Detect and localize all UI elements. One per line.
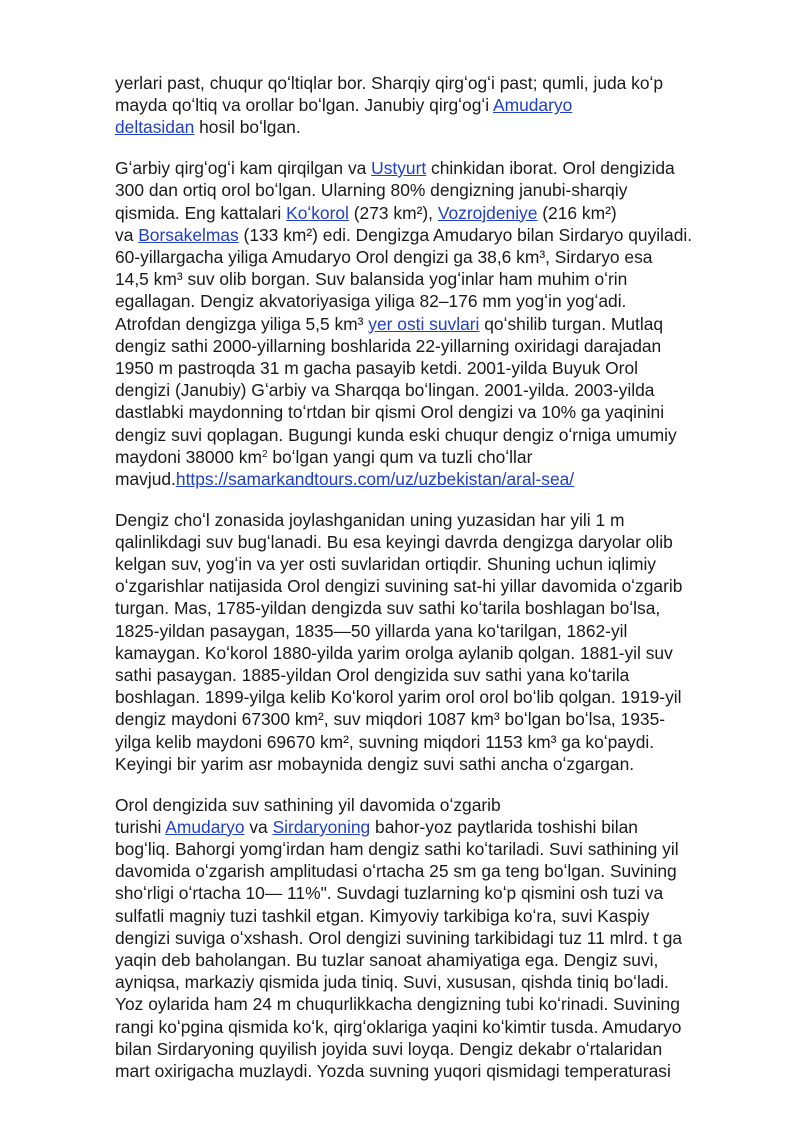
text-line — [115, 620, 745, 642]
text-run: va — [115, 224, 139, 245]
text-run: dengizi suviga oʻxshash. Orol dengizi suvining tarkibidagi tuz 11 mlrd. t ga — [115, 927, 683, 948]
hyperlink[interactable]: Amudaryo — [165, 816, 245, 837]
text-run: qalinlikdagi suv bugʻlanadi. Bu esa keyingi davrda dengizga daryolar olib — [115, 531, 673, 552]
text-run: bogʻliq. Bahorgi yomgʻirdan ham dengiz sathi koʻtariladi. Suvi sathining yil — [115, 839, 679, 859]
text-line — [115, 424, 745, 446]
text-run: dengiz maydoni 67300 km², suv miqdori 1087 km³ boʻlgan boʻlsa, 1935- — [115, 709, 666, 730]
text-run: mart oxirigacha muzlaydi. Yozda suvning yuqori qismidagi temperaturasi — [115, 1061, 671, 1082]
text-line — [115, 949, 745, 971]
text-run: 300 dan ortiq orol boʻlgan. Ularning 80% dengizning janubi-sharqiy — [115, 180, 628, 201]
text-run: dastlabki maydonning toʻrtdan bir qismi Orol dengizi va 10% ga yaqinini — [115, 402, 665, 423]
text-line — [115, 708, 745, 730]
text-line — [115, 686, 745, 708]
hyperlink[interactable]: Borsakelmas — [138, 224, 239, 245]
text-line — [115, 313, 745, 335]
text-line — [115, 468, 745, 490]
text-line — [115, 72, 745, 94]
text-run: sathi pasaygan. 1885-yildan Orol dengizida suv sathi yana koʻtarila — [115, 665, 630, 686]
text-line — [115, 1016, 745, 1038]
text-run: davomida oʻzgarish amplitudasi oʻrtacha 25 sm ga teng boʻlgan. Suvining — [115, 861, 677, 882]
text-run: maydoni 38000 km — [115, 446, 262, 467]
text-line — [115, 357, 745, 379]
text-run: chinkidan iborat. Orol dengizida — [426, 158, 675, 179]
text-run: mavjud. — [115, 468, 176, 489]
text-run: oʻzgarishlar natijasida Orol dengizi suvining sat-hi yillar davomida oʻzgarib — [115, 576, 683, 597]
text-run: turgan. Mas, 1785-yildan dengizda suv sathi koʻtarila boshlagan boʻlsa, — [115, 598, 661, 619]
text-line — [115, 860, 745, 882]
text-line — [115, 993, 745, 1015]
text-line — [115, 838, 745, 860]
text-line — [115, 753, 745, 775]
paragraph — [115, 72, 745, 139]
text-run: kamaygan. Koʻkorol 1880-yilda yarim orolga aylanib qolgan. 1881-yil suv — [115, 642, 673, 663]
text-line — [115, 379, 745, 401]
text-line — [115, 224, 745, 246]
text-run: kelgan suv, yogʻin va yer osti suvlaridan ortiqdir. Shuning uchun iqlimiy — [115, 554, 657, 575]
text-run: Yoz oylarida ham 24 m chuqurlikkacha dengizning tubi koʻrinadi. Suvining — [115, 994, 680, 1015]
hyperlink[interactable]: Ustyurt — [371, 158, 427, 179]
text-line — [115, 401, 745, 423]
text-run: egallagan. Dengiz akvatoriyasiga yiliga 82–176 mm yogʻin yogʻadi. — [115, 291, 627, 312]
text-run: yaqin deb baholangan. Bu tuzlar sanoat ahamiyatiga ega. Dengiz suvi, — [115, 950, 659, 971]
text-run: dengizi (Janubiy) Gʻarbiy va Sharqqa boʻlingan. 2001-yilda. 2003-yilda — [115, 380, 655, 401]
text-run: Dengiz choʻl zonasida joylashganidan uning yuzasidan har yili 1 m — [115, 509, 625, 530]
text-line — [115, 927, 745, 949]
text-run: 14,5 km³ suv olib borgan. Suv balansida yogʻinlar ham muhim oʻrin — [115, 269, 628, 290]
text-line — [115, 531, 745, 553]
text-run: Atrofdan dengizga yiliga 5,5 km³ — [115, 313, 369, 334]
hyperlink[interactable]: Koʻkorol — [286, 202, 349, 223]
hyperlink[interactable]: deltasidan — [115, 117, 195, 138]
text-run: rangi koʻpgina qismida koʻk, qirgʻoklariga yaqini koʻkimtir tusda. Amudaryo — [115, 1016, 682, 1037]
hyperlink[interactable]: Amudaryo — [492, 95, 573, 116]
text-line — [115, 179, 745, 201]
text-line — [115, 116, 745, 138]
hyperlink[interactable]: yer osti suvlari — [368, 313, 480, 334]
text-run: mayda qoʻltiq va orollar boʻlgan. Janubiy qirgʻogʻi — [115, 95, 493, 116]
text-line — [115, 1038, 745, 1060]
text-line — [115, 882, 745, 904]
text-line — [115, 157, 745, 179]
text-line — [115, 335, 745, 357]
text-run: turishi — [115, 816, 166, 837]
text-run: yerlari past, chuqur qoʻltiqlar bor. Sharqiy qirgʻogʻi past; qumli, juda koʻp — [115, 73, 664, 93]
text-run: sulfatli magniy tuzi tashkil etgan. Kimyoviy tarkibiga koʻra, suvi Kaspiy — [115, 905, 650, 926]
text-line — [115, 731, 745, 753]
text-run: hosil boʻlgan. — [194, 117, 301, 138]
text-run: Keyingi bir yarim asr mobaynida dengiz suvi sathi ancha oʻzgargan. — [115, 753, 635, 774]
text-run: boʻlgan yangi qum va tuzli choʻllar — [267, 446, 533, 467]
text-run: Gʻarbiy qirgʻogʻi kam qirqilgan va — [115, 158, 372, 179]
text-line — [115, 553, 745, 575]
paragraph — [115, 509, 745, 775]
text-run: (216 km²) — [537, 202, 617, 223]
paragraph — [115, 157, 745, 490]
text-run: bilan Sirdaryoning quyilish joyida suvi loyqa. Dengiz dekabr oʻrtalaridan — [115, 1038, 663, 1059]
text-run: va — [244, 816, 273, 837]
text-run: 60-yillargacha yiliga Amudaryo Orol dengizi ga 38,6 km³, Sirdaryo esa — [115, 246, 653, 267]
hyperlink[interactable]: Sirdaryoning — [272, 816, 371, 837]
text-line — [115, 268, 745, 290]
superscript: 2 — [261, 448, 268, 460]
text-line — [115, 575, 745, 597]
hyperlink[interactable]: Vozrojdeniye — [437, 202, 538, 223]
text-run: qismida. Eng kattalari — [115, 202, 287, 223]
text-run: (273 km²), — [348, 202, 438, 223]
text-run: (133 km²) edi. Dengizga Amudaryo bilan Sirdaryo quyiladi. — [238, 224, 693, 245]
text-run: ayniqsa, markaziy qismida juda tiniq. Suvi, xususan, qishda tiniq boʻladi. — [115, 972, 669, 993]
paragraph — [115, 794, 745, 1083]
text-line — [115, 971, 745, 993]
text-line — [115, 290, 745, 312]
text-line — [115, 202, 745, 224]
text-line — [115, 1060, 745, 1082]
text-run: bahor-yoz paytlarida toshishi bilan — [370, 816, 638, 837]
text-run: 1950 m pastroqda 31 m gacha pasayib ketdi. 2001-yilda Buyuk Orol — [115, 357, 638, 378]
article-body — [115, 72, 745, 1101]
text-run: dengiz suvi qoplagan. Bugungi kunda eski chuqur dengiz oʻrniga umumiy — [115, 424, 677, 445]
text-line — [115, 905, 745, 927]
text-line — [115, 246, 745, 268]
text-run: dengiz sathi 2000-yillarning boshlarida 22-yillarning oxiridagi darajadan — [115, 335, 662, 356]
text-line — [115, 597, 745, 619]
text-line — [115, 94, 745, 116]
text-line — [115, 664, 745, 686]
text-run: 1825-yildan pasaygan, 1835—50 yillarda yana koʻtarilgan, 1862-yil — [115, 620, 628, 641]
hyperlink[interactable]: https://samarkandtours.com/uz/uzbekistan/aral-sea/ — [175, 468, 575, 489]
text-line — [115, 794, 745, 816]
text-line — [115, 642, 745, 664]
text-run: qoʻshilib turgan. Mutlaq — [479, 313, 664, 334]
text-line — [115, 816, 745, 838]
text-run: yilga kelib maydoni 69670 km², suvning miqdori 1153 km³ ga koʻpaydi. — [115, 731, 655, 752]
text-run: shoʻrligi oʻrtacha 10— 11%". Suvdagi tuzlarning koʻp qismini osh tuzi va — [115, 883, 664, 904]
text-run: Orol dengizida suv sathining yil davomida oʻzgarib — [115, 794, 501, 815]
text-run: boshlagan. 1899-yilga kelib Koʻkorol yarim orol orol boʻlib qolgan. 1919-yil — [115, 687, 682, 708]
text-line — [115, 509, 745, 531]
text-line — [115, 446, 745, 468]
